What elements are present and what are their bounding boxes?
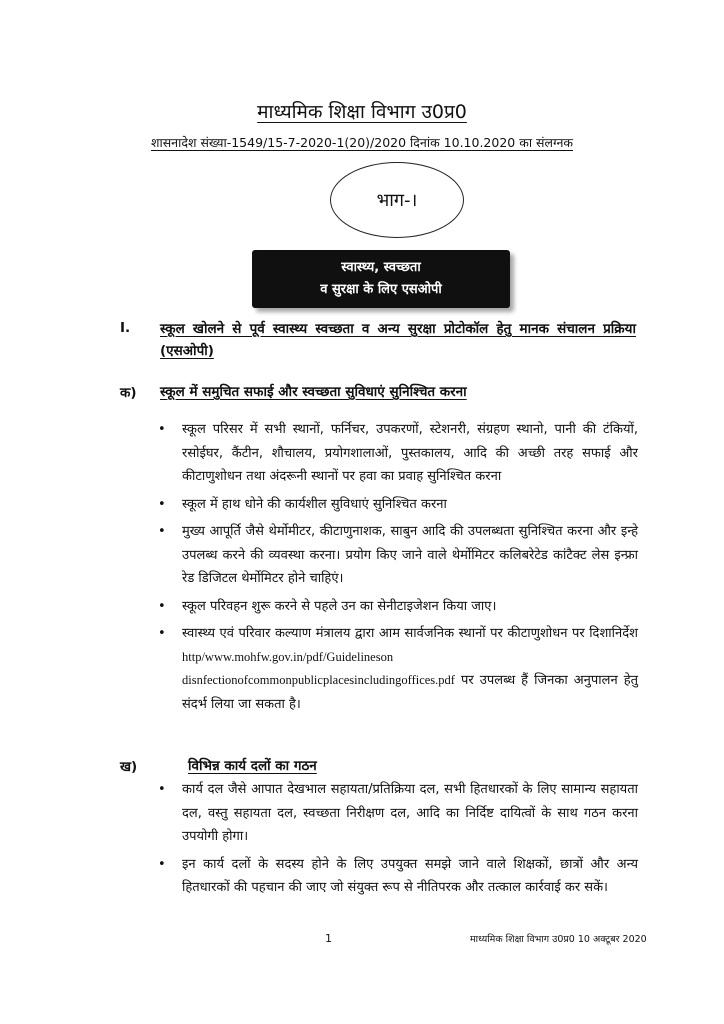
section-ka-list bbox=[158, 418, 638, 720]
bullet-icon: • bbox=[158, 856, 166, 872]
list-item: • स्कूल परिसर में सभी स्थानों, फर्निचर, उपकरणों, स्टेशनरी, संग्रहण स्थानो, पानी की टंकियों, रसोईघर, कैंटीन, शौचालय, प्रयोगशालाओं, पुस्तकालय, आदि की अच्छी तरह सफाई और कीटाणुशोधन तथा अंदरूनी स्थानों पर हवा का प्रवाह सुनिश्चित करना bbox=[158, 418, 638, 489]
sop-banner-line1: स्वास्थ्य, स्वच्छता bbox=[341, 260, 421, 275]
section-1-number: I. bbox=[120, 320, 131, 336]
list-item: • मुख्य आपूर्ति जैसे थेर्मोमीटर, कीटाणुनाशक, साबुन आदि की उपलब्धता सुनिश्चित करना और इन्हे उपलब्ध करने की व्यवस्था करना। प्रयोग किए जाने वाले थेर्मोमिटर कलिबरेटेड कांटैक्ट लेस इन्फ्रा रेड डिजिटल थेर्मोमिटर होने चाहिएं। bbox=[158, 520, 638, 591]
sop-banner-line2: व सुरक्षा के लिए एसओपी bbox=[320, 282, 442, 297]
list-item: • स्कूल में हाथ धोने की कार्यशील सुविधाएं सुनिश्चित करना bbox=[158, 493, 638, 517]
list-item: • इन कार्य दलों के सदस्य होने के लिए उपयुक्त समझे जाने वाले शिक्षकों, छात्रों और अन्य हितधारकों की पहचान की जाए जो संयुक्त रूप से नीतिपरक और तत्काल कार्रवाई कर सकें। bbox=[158, 853, 638, 900]
list-item: • स्कूल परिवहन शुरू करने से पहले उन का सेनीटाइजेशन किया जाए। bbox=[158, 595, 638, 619]
part-label-oval bbox=[330, 162, 464, 238]
list-item: • कार्य दल जैसे आपात देखभाल सहायता/प्रतिक्रिया दल, सभी हितधारकों के लिए सामान्य सहायता दल, वस्तु सहायता दल, स्वच्छता निरीक्षण दल, आदि का निर्दिष्ट दायित्वों के साथ गठन करना उपयोगी होगा। bbox=[158, 778, 638, 849]
section-ka-number: क) bbox=[120, 385, 137, 401]
bullet-icon: • bbox=[158, 524, 166, 539]
footer-text: माध्यमिक शिक्षा विभाग उ0प्र0 10 अक्टूबर 2020 bbox=[470, 934, 647, 945]
section-kha-number: ख) bbox=[120, 759, 138, 775]
section-1-heading: स्कूल खोलने से पूर्व स्वास्थ्य स्वच्छता व अन्य सुरक्षा प्रोटोकॉल हेतु मानक संचालन प्रक्रिया (एसओपी) bbox=[160, 321, 636, 359]
guideline-link[interactable]: http/www.mohfw.gov.in/pdf/Guidelineson disnfectionofcommonpublicplacesincludingoffices.pdf bbox=[182, 649, 455, 687]
bullet-icon: • bbox=[158, 496, 166, 512]
page-number: 1 bbox=[325, 932, 332, 945]
part-label: भाग-। bbox=[376, 190, 418, 211]
list-item: • स्वास्थ्य एवं परिवार कल्याण मंत्रालय द्वारा आम सार्वजनिक स्थानों पर कीटाणुशोधन पर दिशानिर्देश http/www.mohfw.gov.in/pdf/Guidelineson disnfectionofcommonpublicplacesincludingoffices.pdf पर उपलब्ध हैं जिनका अनुपालन हेतु संदर्भ लिया जा सकता है। bbox=[158, 622, 638, 716]
section-ka-heading: स्कूल में समुचित सफाई और स्वच्छता सुविधाएं सुनिश्चित करना bbox=[160, 384, 467, 400]
section-kha-heading: विभिन्न कार्य दलों का गठन bbox=[188, 758, 317, 774]
order-reference: शासनादेश संख्या-1549/15-7-2020-1(20)/2020 दिनांक 10.10.2020 का संलग्नक bbox=[150, 135, 574, 150]
section-kha-list bbox=[158, 778, 638, 904]
bullet-icon: • bbox=[158, 598, 166, 614]
bullet-icon: • bbox=[158, 422, 166, 437]
bullet-icon: • bbox=[158, 782, 166, 797]
sop-banner bbox=[252, 250, 510, 308]
bullet-icon: • bbox=[158, 626, 166, 641]
page-title: माध्यमिक शिक्षा विभाग उ0प्र0 bbox=[257, 101, 467, 123]
